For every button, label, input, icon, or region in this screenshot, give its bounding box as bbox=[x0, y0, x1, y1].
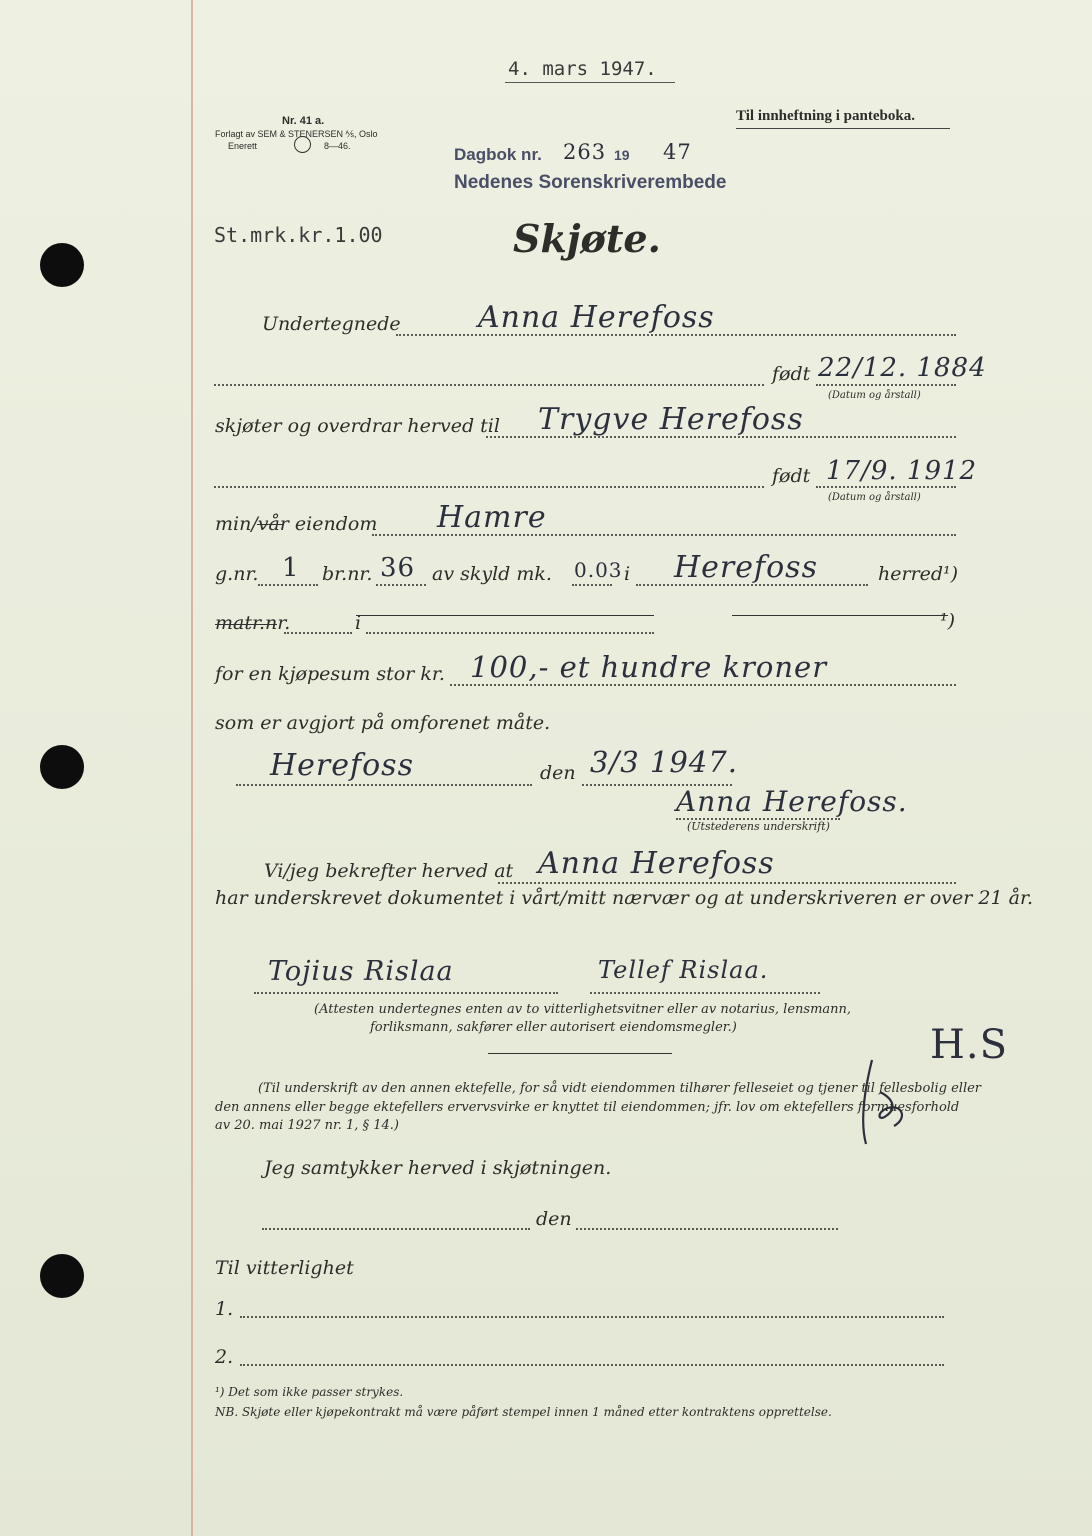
gnr-line bbox=[258, 584, 318, 586]
grantee-blank-line bbox=[214, 486, 764, 488]
matr-i-label: i bbox=[355, 612, 362, 634]
document-title: Skjøte. bbox=[513, 216, 661, 261]
grantor-blank-line bbox=[214, 384, 764, 386]
footnote-1: ¹) Det som ikke passer strykes. bbox=[215, 1385, 404, 1399]
grantor-born-line bbox=[816, 384, 956, 386]
journal-number: 263 bbox=[563, 140, 607, 164]
form-number: Nr. 41 a. bbox=[282, 115, 325, 127]
publisher-logo-icon bbox=[294, 136, 311, 153]
signature-hint: (Utstederens underskrift) bbox=[687, 820, 830, 833]
price-settled: som er avgjort på omforenet måte. bbox=[215, 712, 551, 734]
herred-value: Herefoss bbox=[674, 550, 818, 585]
grantor-signature: Anna Herefoss. bbox=[676, 785, 908, 818]
witness-signature-2: Tellef Rislaa. bbox=[598, 956, 769, 984]
grantee-born-hint: (Datum og årstall) bbox=[828, 492, 921, 503]
attest-divider bbox=[488, 1053, 672, 1054]
signing-den-label: den bbox=[540, 762, 576, 784]
grantee-label: skjøter og overdrar herved til bbox=[215, 415, 500, 437]
attest-label: Vi/jeg bekrefter herved at bbox=[264, 860, 514, 882]
grantee-born-label: født bbox=[772, 465, 811, 487]
attest-note-2: forliksmann, sakfører eller autorisert eiendomsmegler.) bbox=[370, 1020, 737, 1035]
initials-mark: H.S bbox=[930, 1022, 1008, 1068]
property-label: min/vår eiendom bbox=[215, 513, 378, 535]
skyld-value: 0.03 bbox=[574, 558, 623, 582]
brnr-label: br.nr. bbox=[322, 563, 373, 585]
typed-date: 4. mars 1947. bbox=[508, 58, 657, 80]
publisher-line: Forlagt av SEM & STENERSEN ⅍, Oslo bbox=[215, 129, 378, 139]
gnr-value: 1 bbox=[282, 553, 300, 583]
price-value: 100,- et hundre kroner bbox=[470, 650, 828, 684]
attest-statement: har underskrevet dokumentet i vårt/mitt nærvær og at underskriveren er over 21 år. bbox=[215, 887, 1033, 909]
matr-line-b bbox=[366, 632, 654, 634]
grantor-born-date: 22/12. 1884 bbox=[818, 353, 987, 383]
punch-hole-middle bbox=[40, 745, 84, 789]
spouse-date-line bbox=[576, 1228, 838, 1230]
spouse-note-2: den annens eller begge ektefellers ervervsvirke er knyttet til eiendommen; jfr. lov om ektefellers formuesforhold bbox=[215, 1100, 960, 1115]
punch-hole-bottom bbox=[40, 1254, 84, 1298]
journal-year: 47 bbox=[663, 140, 692, 164]
brnr-value: 36 bbox=[380, 553, 416, 583]
office-stamp: Nedenes Sorenskriverembede bbox=[454, 172, 727, 193]
skyld-label: av skyld mk. bbox=[432, 563, 552, 585]
footnote-2: NB. Skjøte eller kjøpekontrakt må være påført stempel innen 1 måned etter kontraktens opprettelse. bbox=[215, 1405, 832, 1419]
witnesses-heading: Til vitterlighet bbox=[215, 1257, 354, 1279]
witness-signature-1: Tojius Rislaa bbox=[268, 956, 454, 987]
witness-item-1-line bbox=[240, 1316, 944, 1318]
spouse-den-label: den bbox=[536, 1208, 572, 1230]
attest-note-1: (Attesten undertegnes enten av to vitterlighetsvitner eller av notarius, lensmann, bbox=[314, 1002, 852, 1017]
price-label: for en kjøpesum stor kr. bbox=[215, 663, 445, 685]
binding-note: Til innheftning i panteboka. bbox=[736, 108, 915, 124]
matr-label: matr.nr. bbox=[215, 612, 291, 634]
publisher-date: 8—46. bbox=[324, 141, 351, 151]
strike-matr-line bbox=[356, 615, 654, 616]
grantor-born-label: født bbox=[772, 363, 811, 385]
strike-var bbox=[257, 524, 284, 525]
matr-line-a bbox=[284, 632, 352, 634]
punch-hole-top bbox=[40, 243, 84, 287]
witness-item-2-line bbox=[240, 1364, 944, 1366]
stamp-duty: St.mrk.kr.1.00 bbox=[214, 223, 383, 247]
signing-date: 3/3 1947. bbox=[590, 745, 738, 779]
matr-footnote-mark: ¹) bbox=[940, 610, 956, 632]
grantee-born-line bbox=[816, 486, 956, 488]
witness-item-1: 1. bbox=[215, 1298, 234, 1320]
grantor-label: Undertegnede bbox=[262, 313, 401, 335]
strike-matr bbox=[215, 624, 277, 625]
signing-place-line bbox=[236, 784, 532, 786]
skyld-line bbox=[572, 584, 612, 586]
strike-herred-line bbox=[732, 615, 948, 616]
attest-name: Anna Herefoss bbox=[538, 846, 775, 881]
spouse-note-1: (Til underskrift av den annen ektefelle, for så vidt eiendommen tilhører felleseiet og tjener til fellesbolig eller bbox=[258, 1081, 982, 1096]
price-line bbox=[450, 684, 956, 686]
grantor-born-hint: (Datum og årstall) bbox=[828, 390, 921, 401]
spouse-consent: Jeg samtykker herved i skjøtningen. bbox=[264, 1157, 612, 1179]
witness-line-1 bbox=[254, 992, 558, 994]
grantor-name: Anna Herefoss bbox=[478, 300, 715, 335]
publisher-copyright: Enerett bbox=[228, 141, 258, 151]
spouse-place-line bbox=[262, 1228, 530, 1230]
spouse-note-3: av 20. mai 1927 nr. 1, § 14.) bbox=[215, 1118, 399, 1133]
property-name: Hamre bbox=[437, 500, 547, 535]
grantee-name: Trygve Herefoss bbox=[538, 402, 804, 437]
brnr-line bbox=[376, 584, 426, 586]
herred-in-label: i bbox=[624, 563, 631, 585]
herred-label: herred¹) bbox=[878, 563, 959, 585]
grantee-born-date: 17/9. 1912 bbox=[826, 456, 978, 486]
gnr-label: g.nr. bbox=[215, 563, 259, 585]
binding-note-underline bbox=[736, 128, 950, 129]
journal-year-prefix: 19 bbox=[614, 147, 630, 163]
signing-place: Herefoss bbox=[270, 748, 414, 783]
date-underline bbox=[505, 82, 675, 83]
witness-item-2: 2. bbox=[215, 1346, 234, 1368]
attest-line bbox=[498, 882, 956, 884]
witness-line-2 bbox=[590, 992, 820, 994]
journal-stamp-label: Dagbok nr. bbox=[454, 145, 542, 164]
margin-rule bbox=[191, 0, 193, 1536]
